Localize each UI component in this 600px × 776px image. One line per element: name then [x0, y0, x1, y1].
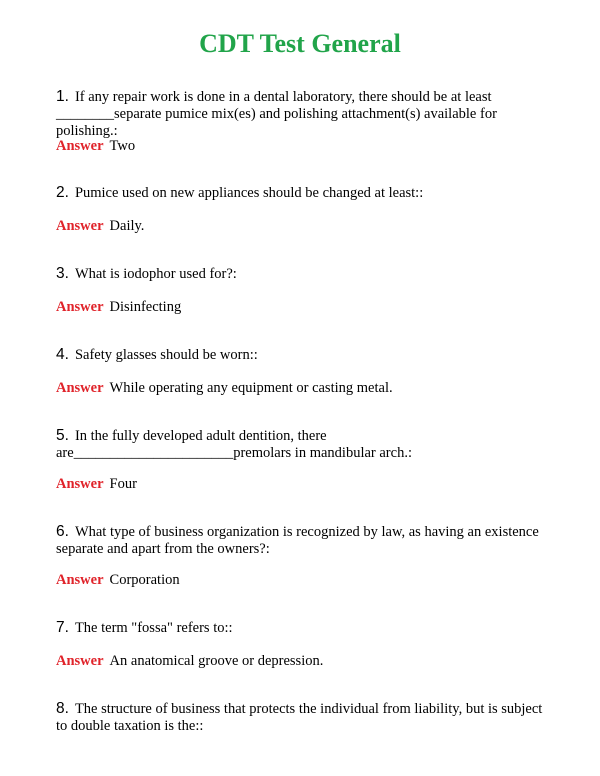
answer-text: While operating any equipment or casting metal.: [109, 380, 393, 396]
answer-text: Disinfecting: [109, 299, 182, 315]
answer: [56, 380, 393, 397]
question-number: 7.: [56, 619, 69, 636]
answer: [56, 476, 137, 493]
question: [56, 346, 556, 364]
answer-label: Answer: [56, 476, 104, 492]
question: [56, 523, 556, 558]
answer-label: Answer: [56, 380, 104, 396]
answer: [56, 572, 180, 589]
question-text: If any repair work is done in a dental laboratory, there should be at least ________separate pumice mix(es) and polishing attachment(s) available for polishing.:: [56, 89, 497, 139]
answer: [56, 138, 135, 155]
qa-item: [56, 184, 556, 234]
question-text: In the fully developed adult dentition, there are______________________premolars in mandibular arch.:: [56, 428, 412, 461]
question-number: 3.: [56, 265, 69, 282]
answer: [56, 218, 144, 235]
answer-label: Answer: [56, 218, 104, 234]
question-text: Pumice used on new appliances should be changed at least::: [74, 185, 424, 201]
question-number: 6.: [56, 523, 69, 540]
question-number: 5.: [56, 427, 69, 444]
answer-text: Four: [109, 476, 137, 492]
question-number: 4.: [56, 346, 69, 363]
question: [56, 184, 556, 202]
question: [56, 88, 556, 140]
qa-item: [56, 427, 556, 492]
page-title: CDT Test General: [199, 29, 401, 58]
question: [56, 427, 556, 462]
qa-item: [56, 700, 556, 735]
question-number: 8.: [56, 700, 69, 717]
question-number: 2.: [56, 184, 69, 201]
question-text: Safety glasses should be worn::: [74, 347, 258, 363]
qa-item: [56, 88, 556, 154]
answer: [56, 299, 181, 316]
qa-item: [56, 523, 556, 588]
answer-label: Answer: [56, 572, 104, 588]
answer-text: An anatomical groove or depression.: [109, 653, 324, 669]
answer-label: Answer: [56, 299, 104, 315]
answer-text: Daily.: [109, 218, 145, 234]
answer-label: Answer: [56, 653, 104, 669]
qa-item: [56, 619, 556, 669]
question: [56, 265, 556, 283]
qa-item: [56, 346, 556, 396]
question-number: 1.: [56, 88, 69, 105]
answer-label: Answer: [56, 138, 104, 154]
question-text: The term "fossa" refers to::: [74, 620, 233, 636]
question: [56, 619, 556, 637]
qa-item: [56, 265, 556, 315]
question: [56, 700, 556, 735]
question-text: What is iodophor used for?:: [74, 266, 237, 282]
answer-text: Two: [109, 138, 136, 154]
answer: [56, 653, 323, 670]
question-text: The structure of business that protects the individual from liability, but is subject to double taxation is the::: [56, 701, 543, 734]
answer-text: Corporation: [109, 572, 180, 588]
question-text: What type of business organization is recognized by law, as having an existence separate and apart from the owners?:: [56, 524, 539, 557]
